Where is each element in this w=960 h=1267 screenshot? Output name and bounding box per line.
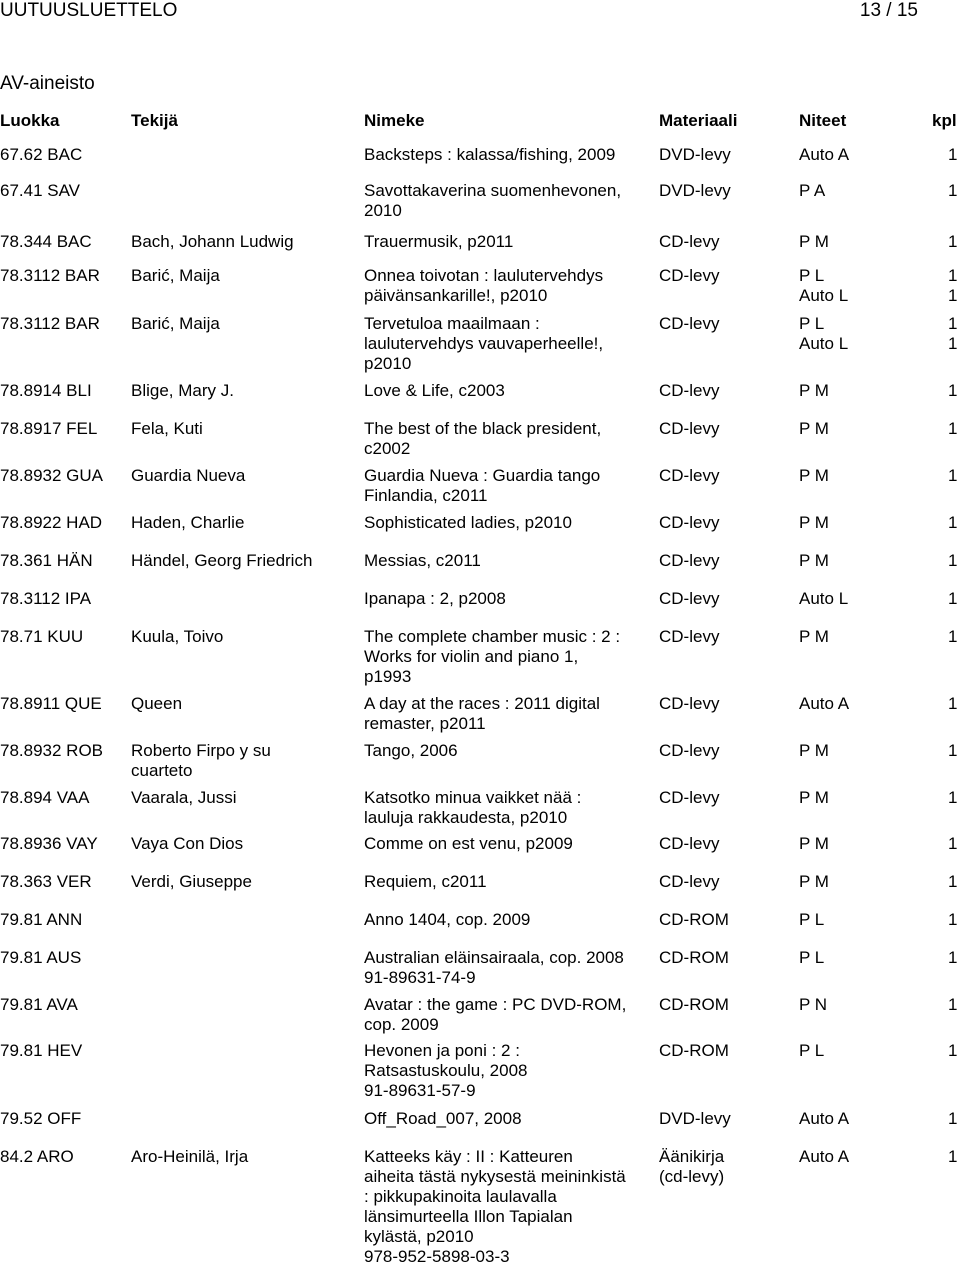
title-line: 2010 xyxy=(364,201,402,220)
material-line: CD-levy xyxy=(659,694,720,713)
niteet-cell xyxy=(799,995,919,1015)
copy-count: 1 xyxy=(948,788,958,807)
author-cell xyxy=(131,381,359,401)
material-line: CD-levy xyxy=(659,872,720,891)
location-code: Auto A xyxy=(799,1147,850,1166)
material-line: CD-levy xyxy=(659,589,720,608)
material-line: CD-levy xyxy=(659,466,720,485)
title-line: cop. 2009 xyxy=(364,1015,439,1034)
material-cell xyxy=(659,1109,795,1129)
author-cell xyxy=(131,1147,359,1167)
class-code: 78.363 VER xyxy=(0,872,92,891)
material-cell xyxy=(659,627,795,647)
material-cell xyxy=(659,1147,795,1187)
material-cell xyxy=(659,419,795,439)
title-line: A day at the races : 2011 digital xyxy=(364,694,600,713)
author-cell xyxy=(131,314,359,334)
niteet-cell xyxy=(799,872,919,892)
column-header-class: Luokka xyxy=(0,111,60,130)
copy-count: 1 xyxy=(948,872,958,891)
title-cell xyxy=(364,627,654,687)
author-cell xyxy=(131,232,359,252)
title-line: Trauermusik, p2011 xyxy=(364,232,514,251)
location-code: P M xyxy=(799,788,829,807)
class-code: 78.8914 BLI xyxy=(0,381,92,400)
author-line: Haden, Charlie xyxy=(131,513,245,532)
kpl-cell xyxy=(948,266,960,306)
location-code: Auto L xyxy=(799,286,849,305)
title-line: päivänsankarille!, p2010 xyxy=(364,286,548,305)
material-cell xyxy=(659,314,795,334)
title-line: remaster, p2011 xyxy=(364,714,486,733)
niteet-cell xyxy=(799,694,919,714)
niteet-cell xyxy=(799,1147,919,1167)
copy-count: 1 xyxy=(948,948,958,967)
location-code: P L xyxy=(799,314,825,333)
author-line: Verdi, Giuseppe xyxy=(131,872,252,891)
author-line: Händel, Georg Friedrich xyxy=(131,551,313,570)
niteet-cell xyxy=(799,1041,919,1061)
title-line: 91-89631-74-9 xyxy=(364,968,476,987)
material-cell xyxy=(659,513,795,533)
title-line: Love & Life, c2003 xyxy=(364,381,505,400)
copy-count: 1 xyxy=(948,266,958,285)
material-line: CD-ROM xyxy=(659,995,729,1014)
niteet-cell xyxy=(799,466,919,486)
section-heading: AV-aineisto xyxy=(0,73,95,94)
kpl-cell xyxy=(948,589,960,609)
material-line: DVD-levy xyxy=(659,181,731,200)
title-line: lauluja rakkaudesta, p2010 xyxy=(364,808,568,827)
kpl-cell xyxy=(948,232,960,252)
class-code: 78.344 BAC xyxy=(0,232,92,251)
location-code: P M xyxy=(799,419,829,438)
kpl-cell xyxy=(948,694,960,714)
author-cell xyxy=(131,741,359,781)
niteet-cell xyxy=(799,419,919,439)
location-code: P M xyxy=(799,627,829,646)
location-code: P M xyxy=(799,513,829,532)
title-line: laulutervehdys vauvaperheelle!, xyxy=(364,334,604,353)
material-cell xyxy=(659,788,795,808)
title-line: Katsotko minua vaikket nää : xyxy=(364,788,582,807)
material-line: CD-ROM xyxy=(659,948,729,967)
author-line: Barić, Maija xyxy=(131,314,220,333)
author-cell xyxy=(131,551,359,571)
material-cell xyxy=(659,589,795,609)
location-code: Auto L xyxy=(799,589,849,608)
class-code: 67.41 SAV xyxy=(0,181,81,200)
copy-count: 1 xyxy=(948,741,958,760)
title-cell xyxy=(364,266,654,306)
kpl-cell xyxy=(948,788,960,808)
title-line: : pikkupakinoita laulavalla xyxy=(364,1187,557,1206)
copy-count: 1 xyxy=(948,1109,958,1128)
location-code: P M xyxy=(799,872,829,891)
material-cell xyxy=(659,145,795,165)
title-line: aiheita tästä nykysestä meininkistä xyxy=(364,1167,626,1186)
copy-count: 1 xyxy=(948,145,958,164)
location-code: Auto A xyxy=(799,1109,850,1128)
kpl-cell xyxy=(948,872,960,892)
author-line: Queen xyxy=(131,694,183,713)
column-header-author: Tekijä xyxy=(131,111,178,130)
copy-count: 1 xyxy=(948,181,958,200)
author-cell xyxy=(131,627,359,647)
material-cell xyxy=(659,181,795,201)
title-line: Tango, 2006 xyxy=(364,741,458,760)
material-cell xyxy=(659,551,795,571)
title-line: kylästä, p2010 xyxy=(364,1227,474,1246)
title-line: Backsteps : kalassa/fishing, 2009 xyxy=(364,145,616,164)
kpl-cell xyxy=(948,551,960,571)
class-code: 78.3112 BAR xyxy=(0,314,100,333)
material-line: CD-levy xyxy=(659,741,720,760)
kpl-cell xyxy=(948,513,960,533)
author-line: Blige, Mary J. xyxy=(131,381,234,400)
copy-count: 1 xyxy=(948,834,958,853)
niteet-cell xyxy=(799,181,919,201)
kpl-cell xyxy=(948,181,960,201)
title-line: Ipanapa : 2, p2008 xyxy=(364,589,506,608)
title-line: 978-952-5898-03-3 xyxy=(364,1247,510,1266)
material-line: CD-ROM xyxy=(659,910,729,929)
material-cell xyxy=(659,266,795,286)
material-line: CD-levy xyxy=(659,232,720,251)
kpl-cell xyxy=(948,466,960,486)
material-cell xyxy=(659,872,795,892)
material-line: CD-levy xyxy=(659,266,720,285)
column-header-kpl: kpl xyxy=(932,111,957,130)
copy-count: 1 xyxy=(948,419,958,438)
material-cell xyxy=(659,232,795,252)
copy-count: 1 xyxy=(948,314,958,333)
author-cell xyxy=(131,872,359,892)
copy-count: 1 xyxy=(948,513,958,532)
author-cell xyxy=(131,788,359,808)
title-line: Australian eläinsairaala, cop. 2008 xyxy=(364,948,624,967)
class-code: 78.8932 GUA xyxy=(0,466,104,485)
niteet-cell xyxy=(799,788,919,808)
niteet-cell xyxy=(799,627,919,647)
copy-count: 1 xyxy=(948,995,958,1014)
material-line: CD-levy xyxy=(659,513,720,532)
document-title: UUTUUSLUETTELO xyxy=(0,0,178,21)
material-cell xyxy=(659,995,795,1015)
niteet-cell xyxy=(799,513,919,533)
title-line: Requiem, c2011 xyxy=(364,872,487,891)
title-line: Katteeks käy : II : Katteuren xyxy=(364,1147,573,1166)
title-cell xyxy=(364,589,654,609)
title-cell xyxy=(364,181,654,221)
title-cell xyxy=(364,948,654,988)
class-code: 78.8932 ROB xyxy=(0,741,104,760)
copy-count: 1 xyxy=(948,1147,958,1166)
title-cell xyxy=(364,513,654,533)
location-code: P M xyxy=(799,551,829,570)
author-cell xyxy=(131,694,359,714)
author-line: Kuula, Toivo xyxy=(131,627,224,646)
kpl-cell xyxy=(948,1147,960,1167)
class-code: 79.52 OFF xyxy=(0,1109,82,1128)
copy-count: 1 xyxy=(948,551,958,570)
title-line: The complete chamber music : 2 : xyxy=(364,627,621,646)
location-code: Auto L xyxy=(799,334,849,353)
location-code: P M xyxy=(799,381,829,400)
title-line: länsimurteella Illon Tapialan xyxy=(364,1207,573,1226)
author-line: Vaya Con Dios xyxy=(131,834,244,853)
title-cell xyxy=(364,314,654,374)
title-cell xyxy=(364,232,654,252)
author-line: Guardia Nueva xyxy=(131,466,246,485)
author-line: Barić, Maija xyxy=(131,266,220,285)
author-line: Aro-Heinilä, Irja xyxy=(131,1147,249,1166)
niteet-cell xyxy=(799,145,919,165)
copy-count: 1 xyxy=(948,466,958,485)
kpl-cell xyxy=(948,419,960,439)
location-code: P L xyxy=(799,1041,825,1060)
material-line: DVD-levy xyxy=(659,1109,731,1128)
material-line: CD-levy xyxy=(659,788,720,807)
column-header-title: Nimeke xyxy=(364,111,425,130)
title-line: Off_Road_007, 2008 xyxy=(364,1109,522,1128)
class-code: 78.894 VAA xyxy=(0,788,90,807)
kpl-cell xyxy=(948,741,960,761)
title-line: Guardia Nueva : Guardia tango xyxy=(364,466,601,485)
author-cell xyxy=(131,513,359,533)
title-cell xyxy=(364,834,654,854)
kpl-cell xyxy=(948,627,960,647)
niteet-cell xyxy=(799,741,919,761)
column-header-niteet: Niteet xyxy=(799,111,847,130)
location-code: P L xyxy=(799,910,825,929)
niteet-cell xyxy=(799,232,919,252)
material-line: CD-ROM xyxy=(659,1041,729,1060)
location-code: P M xyxy=(799,466,829,485)
author-cell xyxy=(131,266,359,286)
niteet-cell xyxy=(799,1109,919,1129)
title-cell xyxy=(364,551,654,571)
kpl-cell xyxy=(948,314,960,354)
author-line: Vaarala, Jussi xyxy=(131,788,237,807)
title-cell xyxy=(364,1109,654,1129)
title-line: The best of the black president, xyxy=(364,419,602,438)
title-line: Hevonen ja poni : 2 : xyxy=(364,1041,520,1060)
title-cell xyxy=(364,741,654,761)
title-line: c2002 xyxy=(364,439,411,458)
author-line: Fela, Kuti xyxy=(131,419,203,438)
material-line: Äänikirja xyxy=(659,1147,725,1166)
material-line: CD-levy xyxy=(659,551,720,570)
kpl-cell xyxy=(948,948,960,968)
location-code: P M xyxy=(799,834,829,853)
class-code: 78.361 HÄN xyxy=(0,551,93,570)
material-cell xyxy=(659,834,795,854)
material-line: CD-levy xyxy=(659,419,720,438)
niteet-cell xyxy=(799,910,919,930)
copy-count: 1 xyxy=(948,1041,958,1060)
author-line: Bach, Johann Ludwig xyxy=(131,232,294,251)
title-cell xyxy=(364,1147,654,1267)
kpl-cell xyxy=(948,834,960,854)
material-cell xyxy=(659,1041,795,1061)
material-cell xyxy=(659,466,795,486)
title-line: Anno 1404, cop. 2009 xyxy=(364,910,531,929)
kpl-cell xyxy=(948,381,960,401)
material-line: DVD-levy xyxy=(659,145,731,164)
class-code: 84.2 ARO xyxy=(0,1147,74,1166)
location-code: P N xyxy=(799,995,828,1014)
kpl-cell xyxy=(948,1041,960,1061)
author-cell xyxy=(131,466,359,486)
niteet-cell xyxy=(799,948,919,968)
material-line: (cd-levy) xyxy=(659,1167,725,1186)
copy-count: 1 xyxy=(948,286,958,305)
title-cell xyxy=(364,466,654,506)
copy-count: 1 xyxy=(948,589,958,608)
material-line: CD-levy xyxy=(659,627,720,646)
table-header xyxy=(0,111,960,131)
material-line: CD-levy xyxy=(659,314,720,333)
title-cell xyxy=(364,145,654,165)
material-cell xyxy=(659,381,795,401)
material-cell xyxy=(659,948,795,968)
title-line: Works for violin and piano 1, xyxy=(364,647,579,666)
class-code: 78.8922 HAD xyxy=(0,513,103,532)
title-cell xyxy=(364,694,654,734)
class-code: 78.3112 BAR xyxy=(0,266,100,285)
class-code: 78.71 KUU xyxy=(0,627,84,646)
location-code: P L xyxy=(799,266,825,285)
column-header-material: Materiaali xyxy=(659,111,738,130)
class-code: 79.81 AUS xyxy=(0,948,82,967)
class-code: 78.8911 QUE xyxy=(0,694,102,713)
kpl-cell xyxy=(948,995,960,1015)
title-cell xyxy=(364,788,654,828)
title-cell xyxy=(364,419,654,459)
title-line: Ratsastuskoulu, 2008 xyxy=(364,1061,528,1080)
copy-count: 1 xyxy=(948,232,958,251)
author-cell xyxy=(131,419,359,439)
title-line: Tervetuloa maailmaan : xyxy=(364,314,540,333)
class-code: 78.8936 VAY xyxy=(0,834,98,853)
kpl-cell xyxy=(948,910,960,930)
class-code: 79.81 HEV xyxy=(0,1041,83,1060)
material-cell xyxy=(659,694,795,714)
title-line: 91-89631-57-9 xyxy=(364,1081,476,1100)
title-line: Savottakaverina suomenhevonen, xyxy=(364,181,622,200)
kpl-cell xyxy=(948,145,960,165)
niteet-cell xyxy=(799,314,919,354)
copy-count: 1 xyxy=(948,910,958,929)
niteet-cell xyxy=(799,834,919,854)
title-line: Sophisticated ladies, p2010 xyxy=(364,513,572,532)
title-line: Onnea toivotan : laulutervehdys xyxy=(364,266,604,285)
copy-count: 1 xyxy=(948,627,958,646)
copy-count: 1 xyxy=(948,694,958,713)
location-code: P L xyxy=(799,948,825,967)
author-cell xyxy=(131,834,359,854)
material-line: CD-levy xyxy=(659,834,720,853)
title-line: Avatar : the game : PC DVD-ROM, xyxy=(364,995,627,1014)
author-line: Roberto Firpo y su xyxy=(131,741,271,760)
location-code: Auto A xyxy=(799,694,850,713)
title-cell xyxy=(364,872,654,892)
class-code: 79.81 AVA xyxy=(0,995,78,1014)
niteet-cell xyxy=(799,551,919,571)
copy-count: 1 xyxy=(948,381,958,400)
author-line: cuarteto xyxy=(131,761,193,780)
page-indicator: 13 / 15 xyxy=(859,0,918,21)
title-cell xyxy=(364,1041,654,1101)
niteet-cell xyxy=(799,589,919,609)
location-code: P A xyxy=(799,181,826,200)
location-code: P M xyxy=(799,232,829,251)
class-code: 67.62 BAC xyxy=(0,145,83,164)
niteet-cell xyxy=(799,381,919,401)
title-line: p1993 xyxy=(364,667,412,686)
class-code: 78.8917 FEL xyxy=(0,419,98,438)
title-cell xyxy=(364,995,654,1035)
title-line: p2010 xyxy=(364,354,412,373)
location-code: Auto A xyxy=(799,145,850,164)
material-cell xyxy=(659,741,795,761)
title-cell xyxy=(364,910,654,930)
copy-count: 1 xyxy=(948,334,958,353)
class-code: 78.3112 IPA xyxy=(0,589,92,608)
material-line: CD-levy xyxy=(659,381,720,400)
title-line: Finlandia, c2011 xyxy=(364,486,488,505)
title-line: Messias, c2011 xyxy=(364,551,481,570)
niteet-cell xyxy=(799,266,919,306)
title-line: Comme on est venu, p2009 xyxy=(364,834,573,853)
kpl-cell xyxy=(948,1109,960,1129)
material-cell xyxy=(659,910,795,930)
class-code: 79.81 ANN xyxy=(0,910,83,929)
title-cell xyxy=(364,381,654,401)
location-code: P M xyxy=(799,741,829,760)
